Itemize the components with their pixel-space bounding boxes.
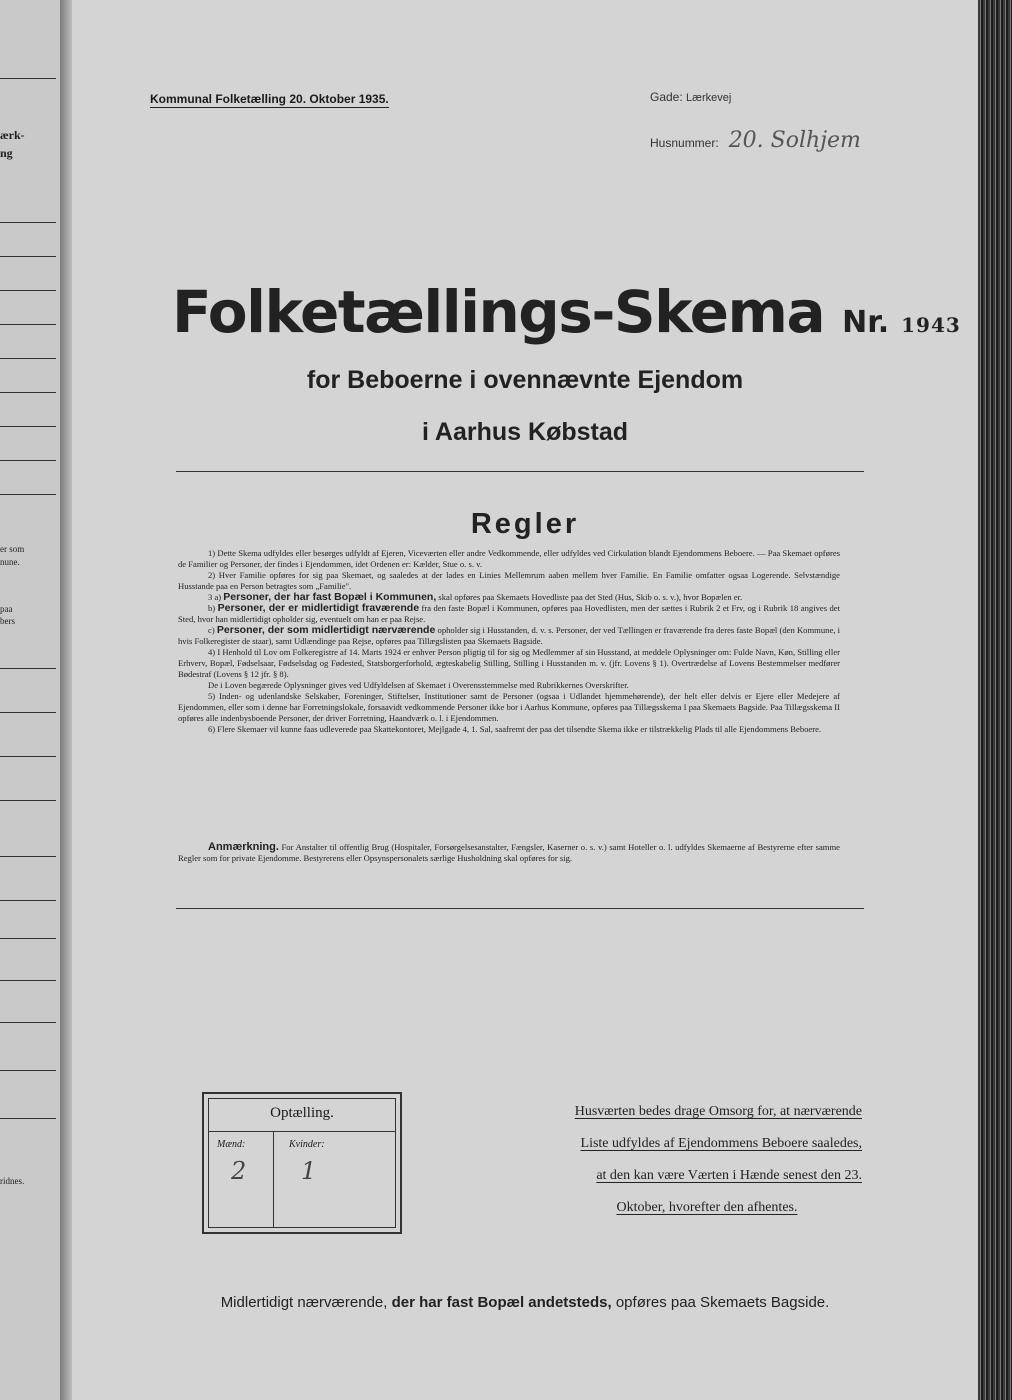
form-subtitle: for Beboerne i ovennævnte Ejendom (306, 366, 744, 394)
rule-paragraph: 4) I Henhold til Lov om Folkeregistre af 14. Marts 1924 er enhver Person pligtig til for sig og Medlemmer af sin Husstand, at meddele Oplysninger om: Fulde Navn, Køn, Stilling eller Erhverv, Bopæl, Fødselsaar, Fødselsdag og Fødested, Statsborgerforhold, ægteskabelig Stilling, Stilling i Husstanden m. v. (jfr. Lovens § 1). Overtrædelse af Lovens Bestemmelser medfører Bødestraf (Lovens § 12 jfr. § 8). (178, 647, 840, 679)
ruled-line (0, 78, 56, 79)
form-number-value: 1943 (901, 313, 961, 337)
request-line: Husværten bedes drage Omsorg for, at nærværende (574, 1104, 862, 1119)
rule-paragraph: 2) Hver Familie opføres for sig paa Skemaet, og saaledes at der lades en Linies Mellemrum aaben mellem hver Familie. En Familie omfatter ogsaa Logerende. Selvstændige Husstande paa en Person betragtes som „Familie". (178, 570, 840, 591)
street-label: Gade: (650, 90, 683, 104)
ruled-line (0, 938, 56, 939)
rule-paragraph: 5) Inden- og udenlandske Selskaber, Foreninger, Stiftelser, Institutioner samt de Personer (ogsaa i Udlandet hjemmehørende), der helt eller delvis er Ejere eller Medejere af Ejendommen, eller som i denne har Forretningslokale, forsaavidt vedkommende Personer ikke bor i Aarhus Kommune, opføres paa Tillægsskema I paa Skemaets Bagside. Paa Tillægsskema II opføres alle indenbysboende Personer, der driver Forretning, Haandværk o. l. i Ejendommen. (178, 691, 840, 723)
housenumber-value: 20. Solhjem (728, 128, 861, 153)
rule-paragraph: 6) Flere Skemaer vil kunne faas udleverede paa Skattekontoret, Mejlgade 4, 1. Sal, saafremt der paa det tilsendte Skema ikke er tilstrækkelig Plads til alle Ejendommens Beboere. (208, 724, 822, 734)
form-number-label: Nr. (842, 305, 890, 340)
page-fragment: er som (0, 544, 25, 554)
ruled-line (0, 256, 56, 257)
page-fragment: ng (0, 146, 13, 160)
rules-body (178, 548, 840, 735)
ruled-line (0, 856, 56, 857)
ruled-line (0, 900, 56, 901)
ruled-line (0, 712, 56, 713)
divider (176, 471, 864, 472)
ruled-line (0, 1070, 56, 1071)
ruled-line (0, 1022, 56, 1023)
ruled-line (0, 290, 56, 291)
page-fragment: ærk- (0, 128, 25, 142)
count-column-divider (273, 1131, 274, 1227)
women-count: 1 (301, 1157, 317, 1185)
footer-instruction: Midlertidigt nærværende, der har fast Bopæl andetsteds, opføres paa Skemaets Bagside. (220, 1294, 830, 1311)
census-header: Kommunal Folketælling 20. Oktober 1935. (150, 92, 389, 106)
men-label: Mænd: (217, 1139, 246, 1150)
housenumber-label: Husnummer: (650, 136, 719, 150)
rule-paragraph: De i Loven begærede Oplysninger gives ved Udfyldelsen af Skemaet i Overensstemmelse med Rubrikkernes Overskrifter. (208, 680, 629, 690)
remark-lead: Anmærkning. (208, 841, 279, 853)
count-divider (209, 1131, 395, 1132)
request-line: at den kan være Værten i Hænde senest den 23. (596, 1168, 862, 1183)
rules-heading: Regler (470, 508, 580, 540)
page-fragment: nune. (0, 557, 20, 567)
ruled-line (0, 756, 56, 757)
remark-paragraph (178, 842, 840, 864)
rule-paragraph: 3 a) Personer, der har fast Bopæl i Kommunen, skal opføres paa Skemaets Hovedliste paa det Sted (Hus, Skib o. s. v.), hvor Bopælen er. (208, 591, 743, 603)
rule-paragraph: c) Personer, der som midlertidigt nærværende opholder sig i Husstanden, d. v. s. Personer, der ved Tællingen er fraværende fra deres faste Bopæl (den Kommune, i hvis Folkeregister de staar), samt Udlændinge paa Rejse, opføres paa Tillægslisten paa Skemaets Bagside. (178, 624, 840, 646)
men-count: 2 (231, 1157, 247, 1185)
ruled-line (0, 392, 56, 393)
census-form-page (72, 0, 978, 1400)
ruled-line (0, 668, 56, 669)
landlord-request (492, 1096, 862, 1224)
ruled-line (0, 358, 56, 359)
ruled-line (0, 980, 56, 981)
book-gutter (60, 0, 72, 1400)
count-box (202, 1092, 402, 1234)
rule-paragraph: b) Personer, der er midlertidigt fraværende fra den faste Bopæl i Kommunen, opføres paa Hovedlisten, men der sættes i Rubrik 2 et Frv, og i Rubrik 18 angives det Sted, hvor han midlertidigt opholder sig, eventuelt om han er paa Rejse. (178, 602, 840, 624)
ruled-line (0, 460, 56, 461)
ruled-line (0, 1118, 56, 1119)
page-fragment: paa (0, 604, 13, 614)
street-field (650, 90, 731, 104)
ruled-line (0, 800, 56, 801)
ruled-line (0, 222, 56, 223)
rule-paragraph: 1) Dette Skema udfyldes eller besørges udfyldt af Ejeren, Viceværten eller andre Vedkommende, eller udfyldes ved Cirkulation blandt Ejendommens Beboere. — Paa Skemaet opføres de Familier og Personer, der findes i Ejendommen, idet Ordenen er: Kælder, Stue o. s. v. (178, 548, 840, 569)
form-title-main: Folketællings-Skema (172, 278, 825, 346)
housenumber-field (650, 128, 861, 153)
page-fragment: bers (0, 616, 15, 626)
form-subtitle-location: i Aarhus Købstad (421, 418, 629, 446)
request-line: Liste udfyldes af Ejendommens Beboere saaledes, (580, 1136, 862, 1151)
page-edges (978, 0, 1012, 1400)
form-title (172, 278, 961, 346)
women-label: Kvinder: (289, 1139, 325, 1150)
divider (176, 908, 864, 909)
count-caption: Optælling. (270, 1105, 334, 1121)
ruled-line (0, 426, 56, 427)
adjacent-page-strip (0, 0, 62, 1400)
remark-text: For Anstalter til offentlig Brug (Hospitaler, Forsørgelsesanstalter, Fængsler, Kaserner o. s. v.) samt Hoteller o. l. udfyldes Skemaerne af Bestyrerne efter samme Regler som for private Ejendomme. Bestyrerens eller Opsynspersonalets særlige Husholdning skal opføres for sig. (178, 842, 840, 863)
page-fragment: ridnes. (0, 1176, 25, 1186)
count-box-frame (208, 1098, 396, 1228)
ruled-line (0, 494, 56, 495)
ruled-line (0, 324, 56, 325)
street-value: Lærkevej (686, 92, 732, 104)
request-line: Oktober, hvorefter den afhentes. (616, 1200, 798, 1215)
